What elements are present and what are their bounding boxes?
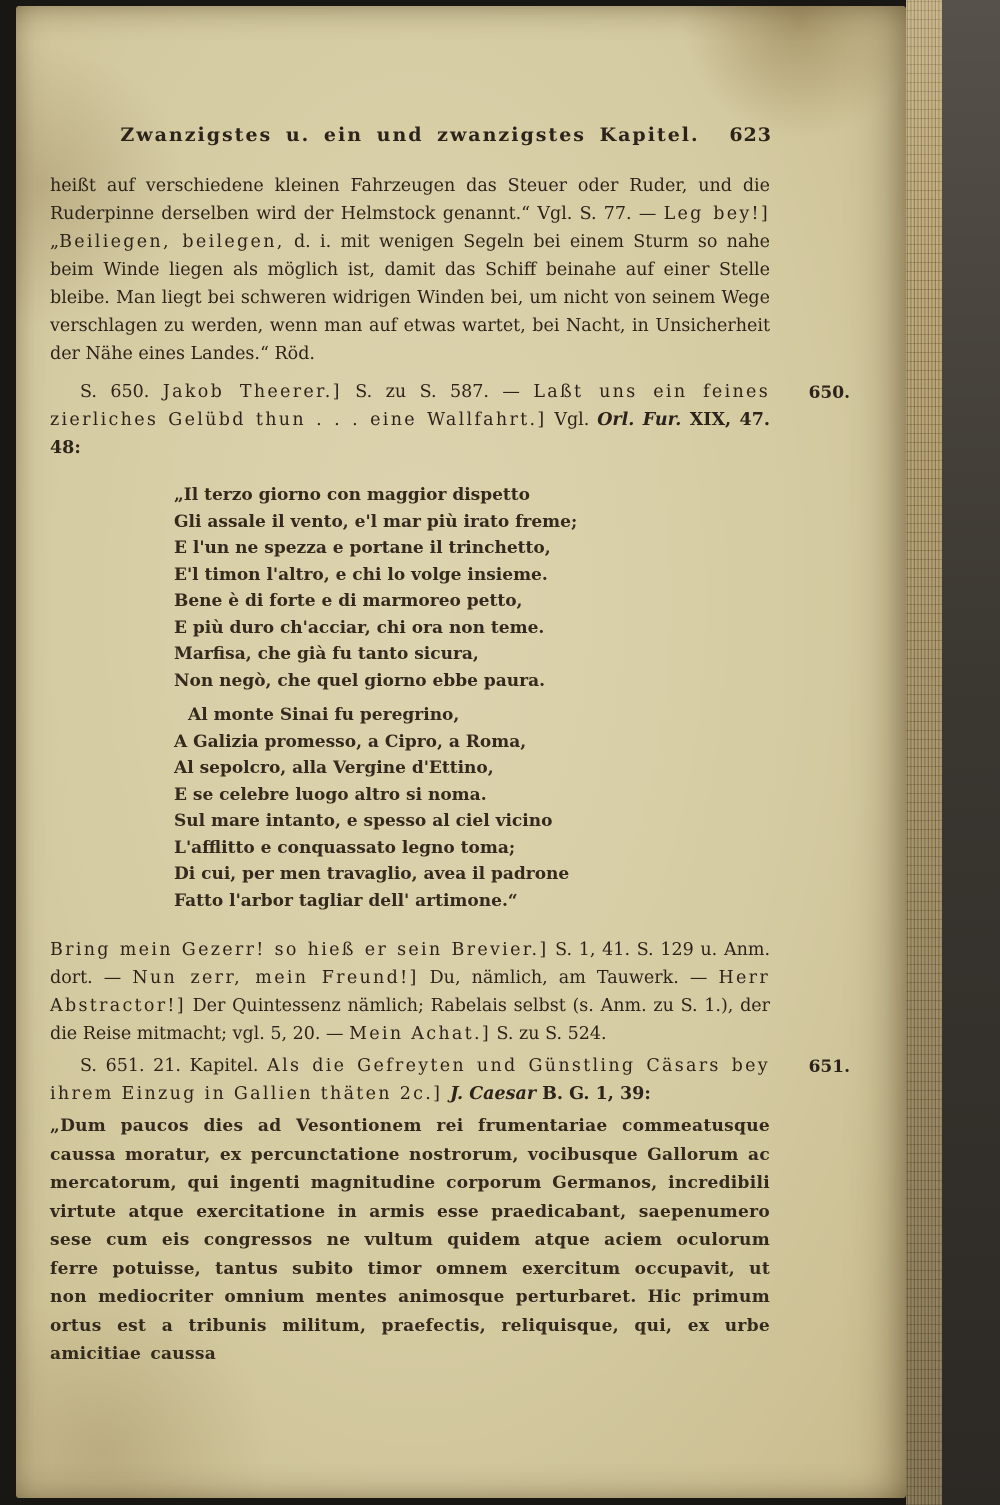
text-run: S. zu S. 587. — [341,382,534,402]
text-run: Vgl. [546,410,598,430]
poem-line: Bene è di forte e di marmoreo petto, [174,591,523,611]
text-run: Der Quintessenz nämlich; Rabelais selbst (s. Anm. zu S. 1.), der die Reise mitmacht; vgl. 5, 20. — [50,996,770,1044]
poem-line: A Galizia promesso, a Cipro, a Roma, [174,731,527,752]
text-run: Du, nämlich, am Tauwerk. — [418,968,719,988]
commentary-paragraph-3 [50,936,770,1048]
poem-stanza-2 [174,702,770,914]
lemma-achat: Mein Achat.] [349,1024,491,1044]
scan-background-right [942,0,1000,1505]
citation-orl-fur: Orl. Fur. [597,410,682,430]
poem-stanza-1 [174,482,770,694]
text-run: S. 1, 41. S. 129 u. Anm. dort. — [50,940,771,988]
citation-bg-numbers: B. G. 1, 39: [536,1084,651,1104]
margin-note-650: 650. [808,383,850,403]
text-run: d. i. mit wenigen Segeln bei einem Sturm so nahe beim Winde liegen als möglich ist, damit das Schiff beinahe auf einer Stelle bleibe. Man liegt bei schweren widrigen Winden bei, um nicht von seinem Wege verschlagen zu werden, wenn man auf etwas wartet, bei Nacht, in Unsicherheit der Nähe eines Landes.“ Röd. [50,232,770,364]
lemma-nun-zerr: Nun zerr, mein Freund!] [132,968,419,988]
poem-line: L'afflitto e conquassato legno toma; [174,837,516,858]
lemma-leg-bey: Leg bey!] [663,204,771,224]
poem-line: Al monte Sinai fu peregrino, [188,705,460,725]
text-run: heißt auf verschiedene kleinen Fahrzeugen das Steuer oder Ruder, und die Ruderpinne derselben wird der Helmstock genannt.“ Vgl. S. 77. — [50,176,770,224]
chapter-heading: Zwanzigstes u. ein und zwanzigstes Kapitel. [120,124,700,146]
poem-line: E l'un ne spezza e portane il trinchetto, [174,538,551,558]
text-run: S. zu S. 524. [490,1024,607,1044]
book-page [16,6,906,1498]
poem-line: Gli assale il vento, e'l mar più irato freme; [174,511,578,532]
poem-line: Di cui, per men travaglio, avea il padrone [174,864,570,884]
poem-line: Non negò, che quel giorno ebbe paura. [174,670,546,691]
text-run: „ [50,232,60,252]
margin-note-651: 651. [808,1057,850,1077]
poem-line: Fatto l'arbor tagliar dell' artimone.“ [174,890,518,911]
poem-line: E se celebre luogo altro si noma. [174,784,487,805]
text-run: S. 651. 21. Kapitel. [80,1056,268,1076]
commentary-paragraph-4 [50,1052,850,1108]
page-header [50,124,770,146]
latin-quote: „Dum paucos dies ad Vesontionem rei frumentariae commeatusque caussa moratur, ex percunctatione nostrorum, vocibusque Gallorum ac mercatorum, qui ingenti magnitudine corporum Germanos, incredibili virtute atque exercitatione in armis esse praedicabant, saepenumero sese cum eis congressos ne vultum quidem atque aciem oculorum ferre potuisse, tantus subito timor omnem exercitum occupavit, ut non mediocriter omnium mentes animosque perturbaret. Hic primum ortus est a tribunis militum, praefectis, reliquisque, qui, ex urbe amicitiae caussa [50,1116,770,1364]
book-page-edges [906,0,942,1505]
lemma-jakob-theerer: Jakob Theerer.] [162,382,342,402]
page-number: 623 [729,124,772,146]
poem-line: E'l timon l'altro, e chi lo volge insieme. [174,564,548,585]
lemma-abstractor: Herr Abstractor!] [50,968,770,1016]
poem-line: Sul mare intanto, e spesso al ciel vicino [174,811,553,831]
lemma-beiliegen: Beiliegen, beilegen, [59,232,285,252]
poem-line: Al sepolcro, alla Vergine d'Ettino, [174,758,494,778]
citation-numbers: XIX, 47. 48: [50,410,770,458]
commentary-paragraph-1 [50,172,770,368]
poem-quote [174,482,770,914]
poem-line: Marfisa, che già fu tanto sicura, [174,644,479,664]
commentary-paragraph-2 [50,378,850,462]
lemma-kapitel-21: Als die Gefreyten und Günstling Cäsars bey ihrem Einzug in Gallien thäten 2c.] [50,1056,770,1104]
citation-caesar: J. Caesar [450,1084,537,1104]
poem-line: E più duro ch'acciar, chi ora non teme. [174,617,545,638]
lemma-wallfahrt: Laßt uns ein feines zierliches Gelübd thun . . . eine Wallfahrt.] [50,382,770,430]
lemma-gezerr: Bring mein Gezerr! so hieß er sein Brevier.] [50,940,549,960]
poem-line: „Il terzo giorno con maggior dispetto [174,485,530,505]
text-run: S. 650. [80,382,163,402]
